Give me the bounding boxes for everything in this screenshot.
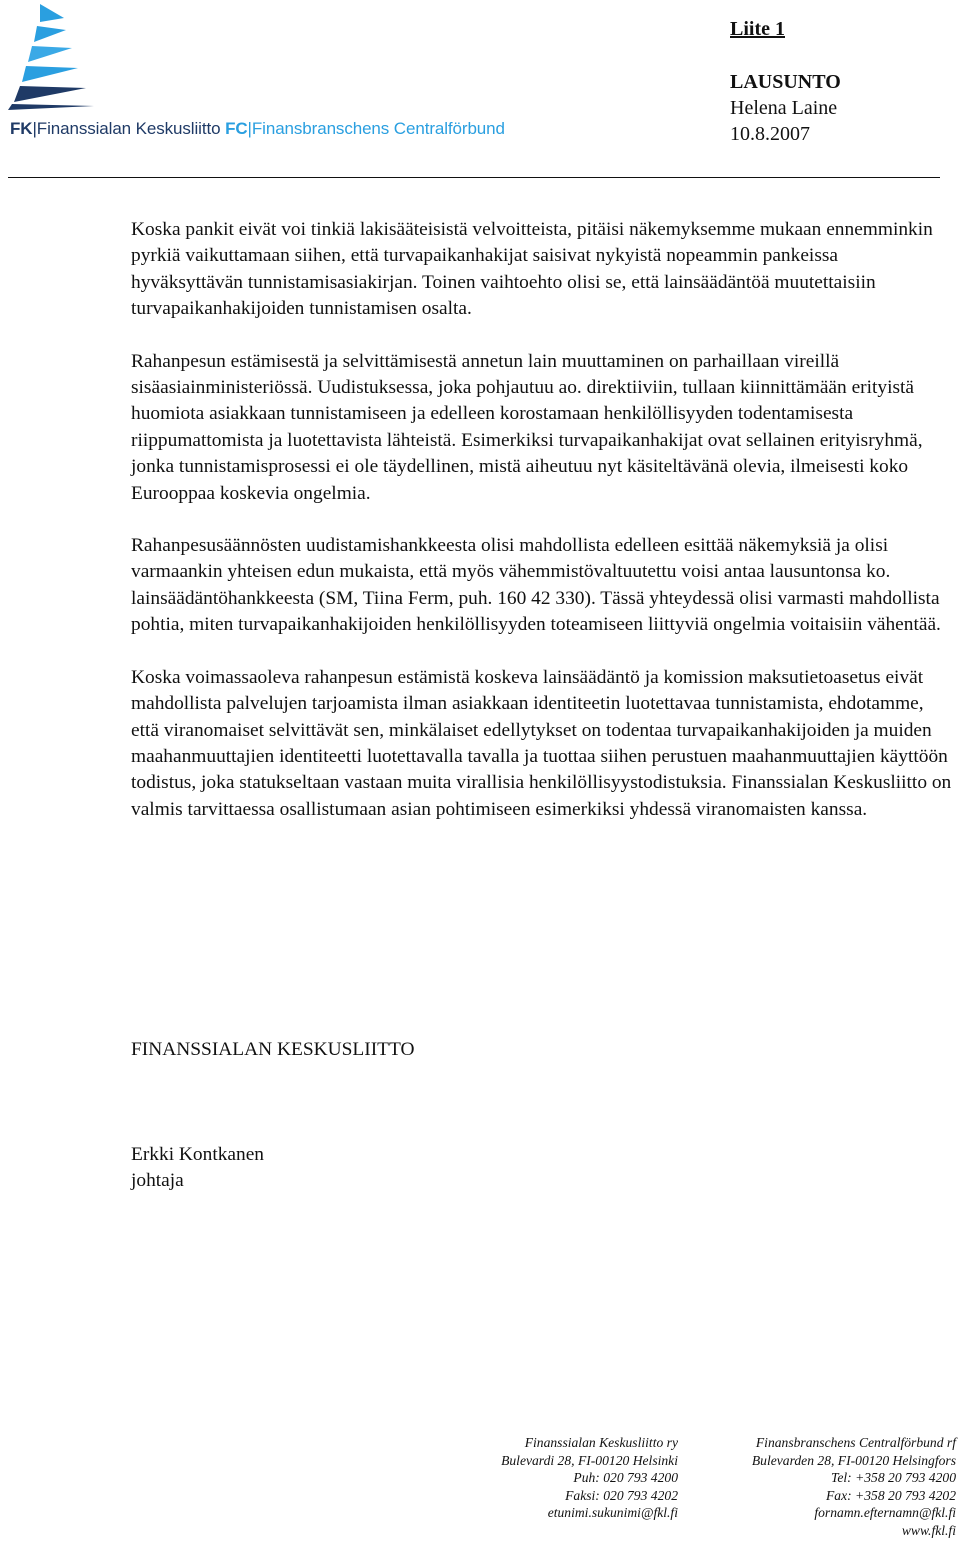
footer-address: Bulevardi 28, FI-00120 Helsinki [501, 1452, 678, 1468]
body-paragraph: Rahanpesusäännösten uudistamishankkeesta olisi mahdollista edelleen esittää näkemyksiä ja olisi varmaankin yhteisen edun mukaista, että myös vähemmistövaltuutettu voisi antaa lausuntonsa ko. lainsäädäntöhankkeesta (SM, Tiina Ferm, puh. 160 42 330). Tässä yhteydessä olisi varmasti mahdollista pohtia, miten turvapaikanhakijoiden henkilöllisyyden toteamiseen liittyviä ongelmia voitaisiin vähentää. [131, 535, 941, 636]
signature-block [131, 1142, 264, 1195]
footer-email: fornamn.efternamn@fkl.fi [814, 1505, 956, 1521]
author-name: Helena Laine [730, 97, 838, 119]
footer-org-name: Finansbranschens Centralförbund rf [755, 1435, 956, 1450]
header-divider [8, 177, 940, 178]
body-paragraph: Rahanpesun estämisestä ja selvittämisestä annetun lain muuttaminen on parhaillaan vireillä sisäasiainministeriössä. Uudistuksessa, joka pohjautuu ao. direktiiviin, tullaan kiinnittämään erityistä huomiota asiakkaan tunnistamiseen ja edelleen korostamaan henkilöllisyyden todentamisesta riippumattomista ja luotettavista lähteistä. Esimerkiksi turvapaikanhakijat ovat sellainen erityisryhmä, jonka tunnistamisprosessi ei ole täydellinen, mistä aiheutuu nyt käsiteltävänä olevia, ilmeisesti koko Eurooppaa koskevia ongelmia. [131, 350, 923, 504]
logo-mark-icon [6, 2, 96, 114]
document-date: 10.8.2007 [730, 123, 810, 145]
logo-fi-name: Finanssialan Keskusliitto [36, 119, 221, 138]
body-paragraph: Koska voimassaoleva rahanpesun estämistä koskeva lainsäädäntö ja komission maksutietoasetus eivät mahdollista palvelujen tarjoamista ilman asiakkaan identiteetin luotettavaa tunnistamista, ehdotamme, että viranomaiset selvittävät sen, minkälaiset edellytykset on todentaa turvapaikanhakijoiden ja muiden maahanmuuttajien identiteetti luotettavalla tavalla ja tuottaa siihen perustuen maahanmuuttajien käyttöön todistus, joka statukseltaan vastaan muita virallisia henkilöllisyystodistuksia. Finanssialan Keskusliitto on valmis tarvittaessa osallistumaan asian pohtimiseen esimerkiksi yhdessä viranomaisten kanssa. [131, 666, 952, 820]
footer-fax: Faksi: 020 793 4202 [565, 1487, 678, 1503]
footer-phone: Puh: 020 793 4200 [573, 1470, 678, 1486]
document-header [730, 16, 841, 147]
signer-name: Erkki Kontkanen [131, 1144, 265, 1165]
footer-contact-sv [752, 1434, 956, 1540]
footer-fax: Fax: +358 20 793 4202 [826, 1487, 956, 1503]
organization-signoff: FINANSSIALAN KESKUSLIITTO [131, 1039, 415, 1060]
logo-sv-name: Finansbranschens Centralförbund [251, 119, 505, 138]
attachment-label: Liite 1 [730, 18, 785, 40]
body-paragraph: Koska pankit eivät voi tinkiä lakisääteisistä velvoitteista, pitäisi näkemyksemme mukaan ennemminkin pyrkiä vaikuttamaan siihen, että turvapaikanhakijat saisivat nykyistä nopeammin pankeissa hyväksyttävän tunnistamisasiakirjan. Toinen vaihtoehto olisi se, että lainsäädäntöä muutettaisiin turvapaikanhakijoiden tunnistamisen osalta. [131, 219, 933, 320]
organization-logo [6, 2, 566, 142]
document-type: LAUSUNTO [730, 71, 841, 93]
signer-title: johtaja [131, 1170, 184, 1192]
logo-wordmark: FK|Finanssialan Keskusliitto FC|Finansbranschens Centralförbund [10, 119, 505, 138]
footer-contact-fi [501, 1434, 678, 1522]
document-body [131, 217, 953, 849]
footer-address: Bulevarden 28, FI-00120 Helsingfors [751, 1452, 956, 1468]
logo-fi-abbr: FK [10, 119, 33, 138]
logo-sv-abbr: FC [225, 119, 248, 138]
footer-phone: Tel: +358 20 793 4200 [831, 1470, 956, 1486]
footer-website: www.fkl.fi [901, 1522, 956, 1538]
footer-email: etunimi.sukunimi@fkl.fi [547, 1505, 678, 1521]
footer-org-name: Finanssialan Keskusliitto ry [524, 1435, 678, 1450]
